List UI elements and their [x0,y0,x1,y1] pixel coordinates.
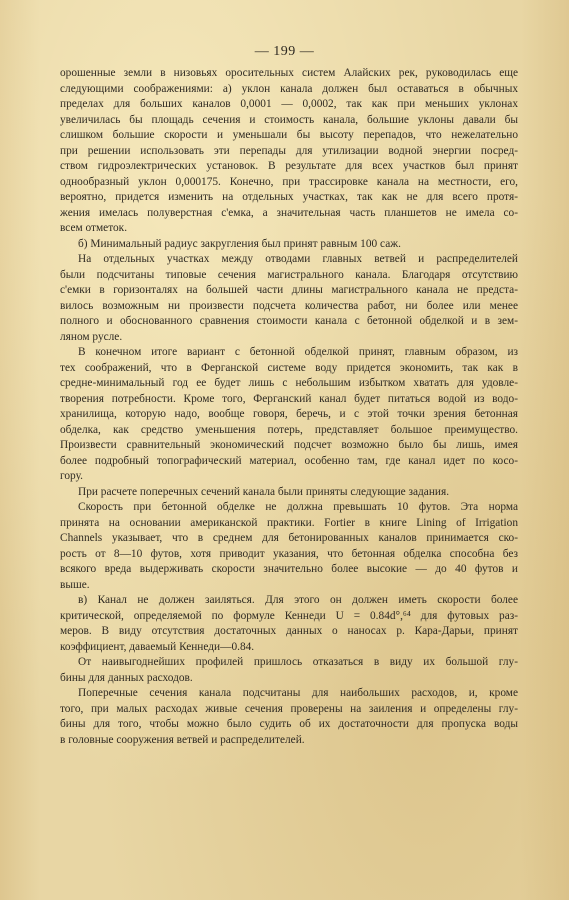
text-line: пределах для больших каналов 0,0001 — 0,0002, так как при меньших уклонах [60,98,518,110]
text-line: вилось возможным ни произвести подсчета количества работ, ни более или менее [60,299,518,312]
text-line: хранилища, которую надо, вообще говоря, беречь, и с этой точки зрения бетонная [60,408,518,420]
paragraph [60,252,518,345]
text-line: На отдельных участках между отводами главных ветвей и распределителей [78,253,518,265]
text-line: коэффициент, даваемый Кеннеди—0.84. [60,640,255,653]
text-line: Поперечные сечения канала подсчитаны для наибольших расходов, и, кроме [78,687,518,699]
text-line: творения потребности. Кроме того, Ферганский канал будет питаться водой из водо- [60,392,518,405]
text-line: при решении использовать эти перепады для утилизации водной энергии посред- [60,144,518,157]
text-line: ляном русле. [60,330,123,343]
text-line: выше. [60,578,90,591]
text-line: того, при малых расходах живые сечения проверены на заиления и определены глу- [60,702,518,715]
paragraph [60,655,518,686]
paragraph [60,593,518,655]
paragraph [60,237,518,253]
text-line: критической, определяемой по формуле Кеннеди U = 0.84d°,⁶⁴ для футовых раз- [60,609,518,622]
text-line: всем отметок. [60,222,128,234]
text-line: в) Канал не должен заиляться. Для этого он должен иметь скорости более [78,594,518,606]
text-line: б) Минимальный радиус закругления был принят равным 100 саж. [78,237,401,250]
text-line: были подсчитаны типовые сечения магистрального канала. Благодаря отсутствию [60,268,518,281]
text-line: орошенные земли в низовьях оросительных систем Алайских рек, руководилась еще [60,67,518,79]
paragraph [60,345,518,485]
paragraph [60,485,518,501]
text-line: бины для того, чтобы можно было судить об их достаточности для пропуска воды [60,718,518,730]
text-line: меров. В виду отсутствия достаточных данных о наносах р. Кара-Дарьи, принят [60,625,518,637]
text-line: При расчете поперечных сечений канала были приняты следующие задания. [78,485,450,498]
text-line: жения имелась полуверстная с'емка, а значительная часть планшетов не имела со- [60,206,518,219]
paragraph [60,500,518,593]
text-line: ством гидроэлектрических установок. В результате для всех участков был принят [60,160,518,172]
text-line: средне-минимальный год ее будет лишь с небольшим избытком хватать для удовле- [60,377,518,389]
text-line: с'емки в горизонталях на большей части длины магистрального канала не предста- [60,284,518,296]
body-text [60,66,518,748]
text-line: гору. [60,470,83,482]
paragraph [60,66,518,237]
text-line: принята на основании американской практики. Fortier в книге Lining of Irrigation [60,516,518,529]
page-number: — 199 — [254,44,315,59]
text-line: рость от 8—10 футов, хотя приводит указания, что бетонная обделка способна без [60,547,518,560]
text-line: От наивыгоднейших профилей пришлось отказаться в виду их большой глу- [78,656,518,668]
text-line: увеличилась бы площадь сечения и стоимость канала, большие уклоны давали бы [60,113,518,126]
text-line: однообразный уклон 0,000175. Конечно, при трассировке канала на местности, его, [60,175,518,188]
text-line: вероятно, придется изменить на отдельных участках, так как не для всего протя- [60,191,518,203]
text-line: тех соображений, что в Ферганской системе воду придется экономить, так как в [60,361,518,374]
text-line: Произвести сравнительный экономический подсчет возможно было бы лишь, имея [60,439,518,451]
text-line: в головные сооружения ветвей и распределителей. [60,733,305,746]
text-line: Channels указывает, что в среднем для бетонированных каналов принимается ско- [60,532,518,544]
text-line: Скорость при бетонной обделке не должна превышать 10 футов. Эта норма [78,501,518,513]
text-line: бины для данных расходов. [60,671,193,684]
text-line: слишком большие скорости и уменьшали бы высоту перепадов, что нежелательно [60,129,518,141]
paragraph [60,686,518,748]
text-line: обделка, как средство уменьшения потерь, представляет большое преимущество. [60,423,518,436]
text-line: более подробный топографический материал, особенно там, где канал идет по косо- [60,454,518,467]
text-line: всякого вреда выдерживать скорости значительно более высокие — до 40 футов и [60,563,518,575]
text-line: полного и обоснованного сравнения стоимости канала с бетонной обделкой и в зем- [60,315,518,327]
text-line: В конечном итоге вариант с бетонной обделкой принят, главным образом, из [78,346,518,358]
text-line: следующими соображениями: а) уклон канала должен был оставаться в обычных [60,82,518,95]
